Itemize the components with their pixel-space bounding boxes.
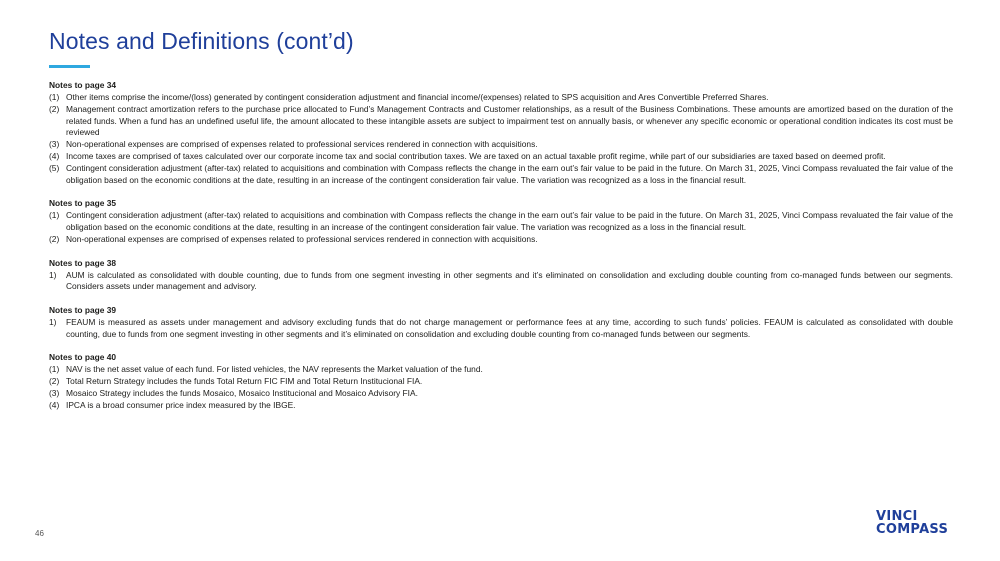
- note-text: Management contract amortization refers to the purchase price allocated to Fund’s Management Contracts and Customer relationships, as a result of the Business Combinations. These amounts are amortized based on the duration of the related funds. When a fund has an undefined useful life, the amount allocated to these intangible assets are subject to impairment test on annually basis, or whenever any specific economic or operational condition indicates its cost must be reviewed: [66, 103, 953, 138]
- section-title: Notes to page 40: [49, 352, 117, 363]
- note-text: Non-operational expenses are comprised of expenses related to professional services rendered in connection with acquisitions.: [66, 233, 538, 244]
- note-text: AUM is calculated as consolidated with double counting, due to funds from one segment investing in other segments and it’s eliminated on consolidation and excluding double counting from co-managed funds between our segments. Considers assets under management and advisory.: [66, 269, 953, 292]
- note-number: (3): [49, 387, 60, 398]
- notes-section-page-39: [49, 305, 953, 341]
- note-item: [49, 400, 953, 412]
- note-item: [49, 234, 953, 246]
- note-item: [49, 151, 953, 163]
- section-title: Notes to page 38: [49, 257, 117, 268]
- note-text: FEAUM is measured as assets under management and advisory excluding funds that do not charge management or performance fees at any time, according to such funds’ policies. FEAUM is calculated as consolidated with double counting, due to funds from one segment investing in other segments and it’s eliminated on consolidation and excluding double counting from co-managed funds between our segments.: [66, 316, 953, 339]
- page-title: Notes and Definitions (cont’d): [49, 28, 354, 54]
- note-text: Other items comprise the income/(loss) generated by contingent consideration adjustment and financial income/(expenses) related to SPS acquisition and Ares Convertible Preferred Shares.: [66, 91, 769, 102]
- page-number: 46: [35, 529, 44, 538]
- note-number: (2): [49, 233, 60, 244]
- note-text: Contingent consideration adjustment (after-tax) related to acquisitions and combination with Compass reflects the change in the earn out’s fair value to be paid in the future. On March 31, 2025, Vinci Compass revaluated the fair value of the obligation based on the economic conditions at the date, resulting in an increase of the contingent consideration fair value. The variation was recognized as a loss in the financial result.: [66, 162, 953, 185]
- note-text: Total Return Strategy includes the funds Total Return FIC FIM and Total Return Institucional FIA.: [66, 376, 423, 387]
- notes-container: [49, 80, 953, 423]
- note-number: (4): [49, 399, 60, 410]
- notes-section-page-40: [49, 352, 953, 411]
- note-number: (5): [49, 162, 60, 173]
- note-item: [49, 92, 953, 104]
- section-title: Notes to page 35: [49, 198, 117, 209]
- section-title: Notes to page 34: [49, 80, 117, 90]
- note-text: Contingent consideration adjustment (after-tax) related to acquisitions and combination with Compass reflects the change in the earn out’s fair value to be paid in the future. On March 31, 2025, Vinci Compass revaluated the fair value of the obligation based on the economic conditions at the date, resulting in an increase of the contingent consideration fair value. The variation was recognized as a loss in the financial result.: [66, 210, 953, 233]
- note-text: NAV is the net asset value of each fund. For listed vehicles, the NAV represents the Market valuation of the fund.: [66, 364, 483, 375]
- note-item: [49, 376, 953, 388]
- note-text: Mosaico Strategy includes the funds Mosaico, Mosaico Institucional and Mosaico Advisory FIA.: [66, 387, 418, 398]
- vinci-compass-logo: [876, 510, 948, 536]
- title-underline: [49, 65, 90, 68]
- note-number: (2): [49, 103, 60, 114]
- note-item: [49, 270, 953, 294]
- note-number: (4): [49, 151, 60, 162]
- note-number: (3): [49, 139, 60, 150]
- notes-section-page-38: [49, 258, 953, 294]
- note-number: 1): [49, 269, 57, 280]
- notes-section-page-34: [49, 80, 953, 187]
- note-item: [49, 104, 953, 140]
- note-item: [49, 163, 953, 187]
- note-item: [49, 139, 953, 151]
- note-item: [49, 388, 953, 400]
- note-item: [49, 210, 953, 234]
- note-text: Income taxes are comprised of taxes calculated over our corporate income tax and social contribution taxes. We are taxed on an actual taxable profit regime, while part of our subsidiaries are taxed based on deemed profit.: [66, 151, 886, 162]
- notes-section-page-35: [49, 198, 953, 245]
- note-number: 1): [49, 316, 57, 327]
- note-text: IPCA is a broad consumer price index measured by the IBGE.: [66, 399, 296, 410]
- logo-text-compass: COMPASS: [876, 522, 949, 537]
- note-item: [49, 364, 953, 376]
- logo-text-vinci: VINCI: [876, 509, 918, 524]
- note-number: (1): [49, 364, 60, 375]
- note-item: [49, 317, 953, 341]
- note-number: (1): [49, 210, 60, 221]
- note-text: Non-operational expenses are comprised of expenses related to professional services rendered in connection with acquisitions.: [66, 139, 538, 150]
- note-number: (1): [49, 91, 60, 102]
- section-title: Notes to page 39: [49, 305, 117, 316]
- note-number: (2): [49, 376, 60, 387]
